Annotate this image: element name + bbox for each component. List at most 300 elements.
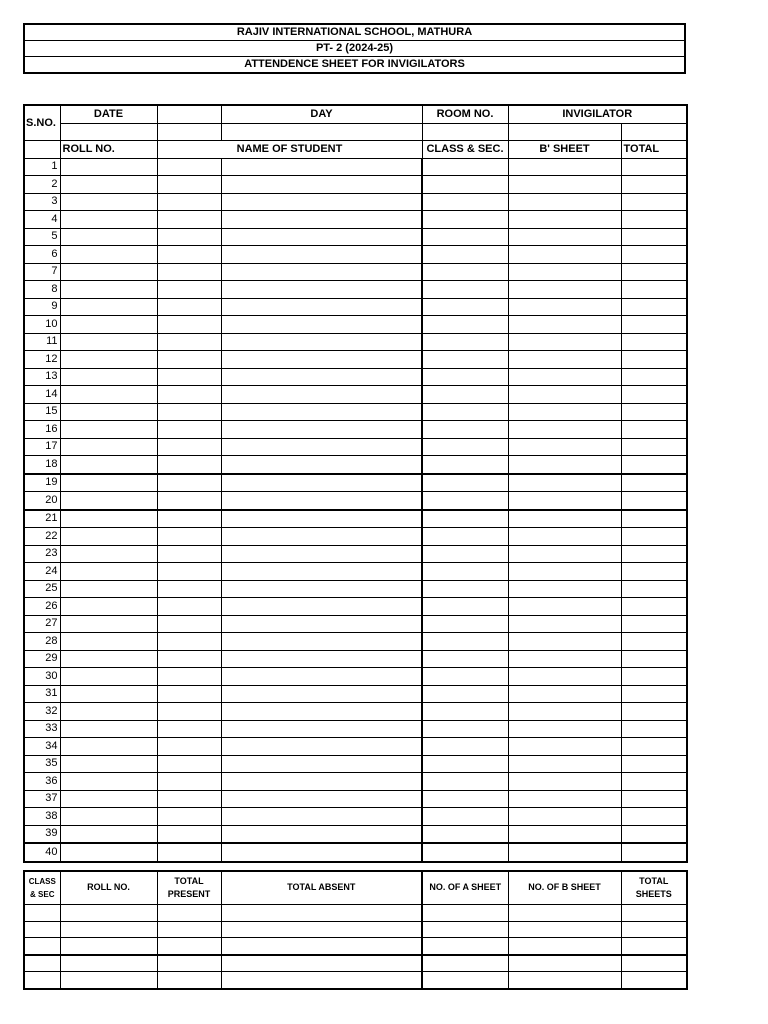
total-cell[interactable] bbox=[621, 650, 687, 668]
table-row bbox=[24, 492, 687, 510]
summary-cell[interactable] bbox=[24, 921, 60, 938]
name-cell-a[interactable] bbox=[157, 773, 221, 791]
name-cell-a[interactable] bbox=[157, 438, 221, 456]
roll-no-cell[interactable] bbox=[60, 773, 157, 791]
total-cell[interactable] bbox=[621, 738, 687, 756]
total-cell[interactable] bbox=[621, 176, 687, 194]
name-cell-b[interactable] bbox=[221, 246, 422, 264]
roll-no-cell[interactable] bbox=[60, 368, 157, 386]
name-cell-b[interactable] bbox=[221, 351, 422, 369]
summary-total-sheets-header: TOTAL SHEETS bbox=[621, 871, 687, 905]
name-cell-b[interactable] bbox=[221, 650, 422, 668]
name-cell-a[interactable] bbox=[157, 738, 221, 756]
roll-no-cell[interactable] bbox=[60, 598, 157, 616]
name-cell-b[interactable] bbox=[221, 685, 422, 703]
b-sheet-cell[interactable] bbox=[508, 492, 621, 510]
name-cell-a[interactable] bbox=[157, 615, 221, 633]
total-cell[interactable] bbox=[621, 333, 687, 351]
summary-cell[interactable] bbox=[422, 921, 508, 938]
summary-cell[interactable] bbox=[508, 938, 621, 955]
class-sec-cell[interactable] bbox=[422, 773, 508, 791]
total-cell[interactable] bbox=[621, 351, 687, 369]
summary-cell[interactable] bbox=[508, 955, 621, 972]
b-sheet-cell[interactable] bbox=[508, 685, 621, 703]
class-sec-cell[interactable] bbox=[422, 211, 508, 229]
total-cell[interactable] bbox=[621, 703, 687, 721]
name-cell-b[interactable] bbox=[221, 633, 422, 651]
name-cell-a[interactable] bbox=[157, 510, 221, 528]
b-sheet-cell[interactable] bbox=[508, 528, 621, 546]
name-cell-a[interactable] bbox=[157, 755, 221, 773]
total-cell[interactable] bbox=[621, 316, 687, 334]
total-cell[interactable] bbox=[621, 246, 687, 264]
class-sec-cell[interactable] bbox=[422, 703, 508, 721]
roll-no-cell[interactable] bbox=[60, 528, 157, 546]
roll-no-cell[interactable] bbox=[60, 668, 157, 686]
b-sheet-cell[interactable] bbox=[508, 703, 621, 721]
class-sec-cell[interactable] bbox=[422, 685, 508, 703]
name-cell-b[interactable] bbox=[221, 755, 422, 773]
b-sheet-cell[interactable] bbox=[508, 545, 621, 563]
summary-cell[interactable] bbox=[422, 972, 508, 989]
summary-cell[interactable] bbox=[422, 938, 508, 955]
name-cell-a[interactable] bbox=[157, 211, 221, 229]
class-sec-cell[interactable] bbox=[422, 545, 508, 563]
class-sec-cell[interactable] bbox=[422, 438, 508, 456]
table-row bbox=[24, 755, 687, 773]
name-cell-a[interactable] bbox=[157, 228, 221, 246]
total-cell[interactable] bbox=[621, 281, 687, 299]
summary-cell[interactable] bbox=[221, 972, 422, 989]
class-sec-cell[interactable] bbox=[422, 333, 508, 351]
roll-no-cell[interactable] bbox=[60, 333, 157, 351]
name-cell-a[interactable] bbox=[157, 246, 221, 264]
b-sheet-cell[interactable] bbox=[508, 580, 621, 598]
class-sec-cell[interactable] bbox=[422, 738, 508, 756]
b-sheet-cell[interactable] bbox=[508, 298, 621, 316]
class-sec-cell[interactable] bbox=[422, 298, 508, 316]
name-cell-a[interactable] bbox=[157, 316, 221, 334]
invigilator-sign-cell[interactable] bbox=[621, 123, 687, 141]
roll-no-cell[interactable] bbox=[60, 298, 157, 316]
name-cell-a[interactable] bbox=[157, 580, 221, 598]
table-row bbox=[24, 790, 687, 808]
b-sheet-cell[interactable] bbox=[508, 438, 621, 456]
name-cell-b[interactable] bbox=[221, 176, 422, 194]
class-sec-cell[interactable] bbox=[422, 668, 508, 686]
name-cell-a[interactable] bbox=[157, 650, 221, 668]
name-cell-a[interactable] bbox=[157, 528, 221, 546]
name-cell-a[interactable] bbox=[157, 685, 221, 703]
name-cell-a[interactable] bbox=[157, 403, 221, 421]
class-sec-cell[interactable] bbox=[422, 263, 508, 281]
roll-no-cell[interactable] bbox=[60, 351, 157, 369]
b-sheet-cell[interactable] bbox=[508, 158, 621, 176]
class-sec-cell[interactable] bbox=[422, 228, 508, 246]
summary-cell[interactable] bbox=[621, 921, 687, 938]
summary-cell[interactable] bbox=[24, 955, 60, 972]
class-sec-cell[interactable] bbox=[422, 351, 508, 369]
name-cell-b[interactable] bbox=[221, 843, 422, 862]
roll-no-cell[interactable] bbox=[60, 421, 157, 439]
summary-cell[interactable] bbox=[621, 972, 687, 989]
summary-cell[interactable] bbox=[621, 905, 687, 922]
roll-no-cell[interactable] bbox=[60, 386, 157, 404]
roll-no-cell[interactable] bbox=[60, 703, 157, 721]
total-cell[interactable] bbox=[621, 615, 687, 633]
name-cell-b[interactable] bbox=[221, 421, 422, 439]
name-cell-b[interactable] bbox=[221, 545, 422, 563]
b-sheet-cell[interactable] bbox=[508, 633, 621, 651]
name-cell-a[interactable] bbox=[157, 808, 221, 826]
roll-no-cell[interactable] bbox=[60, 263, 157, 281]
b-sheet-cell[interactable] bbox=[508, 316, 621, 334]
row-number: 23 bbox=[24, 545, 60, 563]
class-sec-cell[interactable] bbox=[422, 808, 508, 826]
total-cell[interactable] bbox=[621, 755, 687, 773]
date-extra-cell[interactable] bbox=[157, 123, 221, 141]
total-cell[interactable] bbox=[621, 598, 687, 616]
total-cell[interactable] bbox=[621, 403, 687, 421]
b-sheet-cell[interactable] bbox=[508, 808, 621, 826]
name-cell-b[interactable] bbox=[221, 333, 422, 351]
roll-no-cell[interactable] bbox=[60, 563, 157, 581]
roll-no-cell[interactable] bbox=[60, 246, 157, 264]
class-sec-cell[interactable] bbox=[422, 563, 508, 581]
table-row bbox=[24, 650, 687, 668]
total-cell[interactable] bbox=[621, 263, 687, 281]
name-cell-a[interactable] bbox=[157, 474, 221, 492]
name-cell-a[interactable] bbox=[157, 598, 221, 616]
class-sec-cell[interactable] bbox=[422, 720, 508, 738]
class-sec-cell[interactable] bbox=[422, 492, 508, 510]
roll-no-cell[interactable] bbox=[60, 790, 157, 808]
total-cell[interactable] bbox=[621, 438, 687, 456]
name-cell-b[interactable] bbox=[221, 703, 422, 721]
summary-cell[interactable] bbox=[422, 955, 508, 972]
summary-cell[interactable] bbox=[157, 972, 221, 989]
b-sheet-cell[interactable] bbox=[508, 510, 621, 528]
date-value-cell[interactable] bbox=[157, 105, 221, 123]
summary-a-sheet-header: NO. OF A SHEET bbox=[422, 871, 508, 905]
b-sheet-cell[interactable] bbox=[508, 211, 621, 229]
name-cell-a[interactable] bbox=[157, 668, 221, 686]
summary-cell[interactable] bbox=[508, 921, 621, 938]
name-cell-a[interactable] bbox=[157, 720, 221, 738]
name-cell-a[interactable] bbox=[157, 492, 221, 510]
name-cell-a[interactable] bbox=[157, 158, 221, 176]
total-cell[interactable] bbox=[621, 193, 687, 211]
b-sheet-cell[interactable] bbox=[508, 403, 621, 421]
roll-no-cell[interactable] bbox=[60, 685, 157, 703]
class-sec-cell[interactable] bbox=[422, 825, 508, 843]
b-sheet-cell[interactable] bbox=[508, 421, 621, 439]
total-cell[interactable] bbox=[621, 685, 687, 703]
name-cell-b[interactable] bbox=[221, 563, 422, 581]
name-cell-b[interactable] bbox=[221, 281, 422, 299]
roll-no-cell[interactable] bbox=[60, 650, 157, 668]
b-sheet-cell[interactable] bbox=[508, 755, 621, 773]
date-input-cell[interactable] bbox=[60, 123, 157, 141]
row-number: 20 bbox=[24, 492, 60, 510]
name-cell-a[interactable] bbox=[157, 421, 221, 439]
name-cell-b[interactable] bbox=[221, 263, 422, 281]
roll-no-cell[interactable] bbox=[60, 843, 157, 862]
total-cell[interactable] bbox=[621, 843, 687, 862]
roll-no-cell[interactable] bbox=[60, 316, 157, 334]
name-cell-b[interactable] bbox=[221, 668, 422, 686]
class-sec-cell[interactable] bbox=[422, 456, 508, 474]
name-cell-a[interactable] bbox=[157, 368, 221, 386]
summary-body bbox=[24, 905, 687, 989]
b-sheet-cell[interactable] bbox=[508, 668, 621, 686]
roll-no-cell[interactable] bbox=[60, 158, 157, 176]
total-cell[interactable] bbox=[621, 510, 687, 528]
summary-cell[interactable] bbox=[60, 972, 157, 989]
roll-no-cell[interactable] bbox=[60, 755, 157, 773]
name-cell-b[interactable] bbox=[221, 158, 422, 176]
total-cell[interactable] bbox=[621, 825, 687, 843]
table-row bbox=[24, 281, 687, 299]
name-cell-b[interactable] bbox=[221, 403, 422, 421]
day-input-cell[interactable] bbox=[221, 123, 422, 141]
roll-no-cell[interactable] bbox=[60, 403, 157, 421]
roll-no-cell[interactable] bbox=[60, 825, 157, 843]
class-sec-cell[interactable] bbox=[422, 633, 508, 651]
invigilator-input-cell[interactable] bbox=[508, 123, 621, 141]
name-cell-b[interactable] bbox=[221, 738, 422, 756]
summary-cell[interactable] bbox=[60, 905, 157, 922]
summary-cell[interactable] bbox=[422, 905, 508, 922]
b-sheet-cell[interactable] bbox=[508, 720, 621, 738]
name-cell-a[interactable] bbox=[157, 298, 221, 316]
summary-cell[interactable] bbox=[60, 955, 157, 972]
roll-no-cell[interactable] bbox=[60, 808, 157, 826]
roll-no-cell[interactable] bbox=[60, 228, 157, 246]
total-cell[interactable] bbox=[621, 158, 687, 176]
summary-cell[interactable] bbox=[221, 921, 422, 938]
summary-row bbox=[24, 905, 687, 922]
name-cell-a[interactable] bbox=[157, 703, 221, 721]
name-cell-b[interactable] bbox=[221, 615, 422, 633]
total-cell[interactable] bbox=[621, 211, 687, 229]
total-cell[interactable] bbox=[621, 368, 687, 386]
roll-no-cell[interactable] bbox=[60, 545, 157, 563]
roll-no-cell[interactable] bbox=[60, 492, 157, 510]
name-cell-b[interactable] bbox=[221, 386, 422, 404]
roll-no-cell[interactable] bbox=[60, 438, 157, 456]
roll-no-cell[interactable] bbox=[60, 510, 157, 528]
total-cell[interactable] bbox=[621, 773, 687, 791]
class-sec-cell[interactable] bbox=[422, 403, 508, 421]
name-cell-b[interactable] bbox=[221, 510, 422, 528]
total-cell[interactable] bbox=[621, 386, 687, 404]
summary-cell[interactable] bbox=[24, 938, 60, 955]
summary-row bbox=[24, 972, 687, 989]
name-cell-b[interactable] bbox=[221, 720, 422, 738]
class-sec-cell[interactable] bbox=[422, 246, 508, 264]
class-sec-cell[interactable] bbox=[422, 176, 508, 194]
b-sheet-cell[interactable] bbox=[508, 738, 621, 756]
name-cell-b[interactable] bbox=[221, 298, 422, 316]
class-sec-cell[interactable] bbox=[422, 615, 508, 633]
name-cell-a[interactable] bbox=[157, 825, 221, 843]
row-number: 8 bbox=[24, 281, 60, 299]
class-sec-cell[interactable] bbox=[422, 474, 508, 492]
room-input-cell[interactable] bbox=[422, 123, 508, 141]
roll-no-cell[interactable] bbox=[60, 211, 157, 229]
b-sheet-cell[interactable] bbox=[508, 825, 621, 843]
name-cell-b[interactable] bbox=[221, 580, 422, 598]
total-cell[interactable] bbox=[621, 563, 687, 581]
b-sheet-cell[interactable] bbox=[508, 386, 621, 404]
b-sheet-cell[interactable] bbox=[508, 351, 621, 369]
name-cell-b[interactable] bbox=[221, 316, 422, 334]
roll-no-cell[interactable] bbox=[60, 176, 157, 194]
name-cell-b[interactable] bbox=[221, 528, 422, 546]
summary-cell[interactable] bbox=[157, 921, 221, 938]
name-cell-b[interactable] bbox=[221, 790, 422, 808]
summary-cell[interactable] bbox=[60, 921, 157, 938]
name-cell-a[interactable] bbox=[157, 386, 221, 404]
summary-cell[interactable] bbox=[508, 972, 621, 989]
summary-cell[interactable] bbox=[621, 938, 687, 955]
class-sec-cell[interactable] bbox=[422, 790, 508, 808]
total-cell[interactable] bbox=[621, 720, 687, 738]
b-sheet-cell[interactable] bbox=[508, 615, 621, 633]
class-sec-cell[interactable] bbox=[422, 316, 508, 334]
total-cell[interactable] bbox=[621, 456, 687, 474]
b-sheet-cell[interactable] bbox=[508, 368, 621, 386]
class-sec-cell[interactable] bbox=[422, 580, 508, 598]
class-sec-cell[interactable] bbox=[422, 281, 508, 299]
name-cell-a[interactable] bbox=[157, 333, 221, 351]
row-number: 31 bbox=[24, 685, 60, 703]
name-cell-a[interactable] bbox=[157, 193, 221, 211]
summary-cell[interactable] bbox=[157, 955, 221, 972]
class-sec-cell[interactable] bbox=[422, 650, 508, 668]
summary-cell[interactable] bbox=[621, 955, 687, 972]
name-cell-a[interactable] bbox=[157, 351, 221, 369]
roll-no-cell[interactable] bbox=[60, 615, 157, 633]
name-cell-b[interactable] bbox=[221, 808, 422, 826]
name-cell-a[interactable] bbox=[157, 843, 221, 862]
name-cell-a[interactable] bbox=[157, 263, 221, 281]
roll-no-cell[interactable] bbox=[60, 193, 157, 211]
summary-cell[interactable] bbox=[221, 905, 422, 922]
roll-no-cell[interactable] bbox=[60, 720, 157, 738]
b-sheet-cell[interactable] bbox=[508, 333, 621, 351]
class-sec-cell[interactable] bbox=[422, 193, 508, 211]
roll-no-cell[interactable] bbox=[60, 474, 157, 492]
b-sheet-cell[interactable] bbox=[508, 790, 621, 808]
class-sec-cell[interactable] bbox=[422, 158, 508, 176]
b-sheet-cell[interactable] bbox=[508, 650, 621, 668]
table-row bbox=[24, 773, 687, 791]
roll-no-cell[interactable] bbox=[60, 633, 157, 651]
name-cell-a[interactable] bbox=[157, 176, 221, 194]
name-cell-b[interactable] bbox=[221, 211, 422, 229]
class-sec-cell[interactable] bbox=[422, 598, 508, 616]
b-sheet-cell[interactable] bbox=[508, 193, 621, 211]
b-sheet-cell[interactable] bbox=[508, 843, 621, 862]
row-number: 32 bbox=[24, 703, 60, 721]
name-cell-b[interactable] bbox=[221, 474, 422, 492]
name-cell-a[interactable] bbox=[157, 456, 221, 474]
class-sec-cell[interactable] bbox=[422, 386, 508, 404]
name-cell-b[interactable] bbox=[221, 492, 422, 510]
total-cell[interactable] bbox=[621, 668, 687, 686]
name-cell-b[interactable] bbox=[221, 193, 422, 211]
table-row bbox=[24, 438, 687, 456]
name-cell-a[interactable] bbox=[157, 790, 221, 808]
b-sheet-cell[interactable] bbox=[508, 176, 621, 194]
b-sheet-cell[interactable] bbox=[508, 474, 621, 492]
summary-cell[interactable] bbox=[221, 938, 422, 955]
class-sec-cell[interactable] bbox=[422, 368, 508, 386]
class-sec-cell[interactable] bbox=[422, 510, 508, 528]
name-cell-a[interactable] bbox=[157, 563, 221, 581]
summary-cell[interactable] bbox=[24, 905, 60, 922]
total-cell[interactable] bbox=[621, 790, 687, 808]
summary-cell[interactable] bbox=[24, 972, 60, 989]
b-sheet-cell[interactable] bbox=[508, 563, 621, 581]
b-sheet-cell[interactable] bbox=[508, 773, 621, 791]
roll-no-cell[interactable] bbox=[60, 738, 157, 756]
summary-cell[interactable] bbox=[221, 955, 422, 972]
b-sheet-cell[interactable] bbox=[508, 263, 621, 281]
total-cell[interactable] bbox=[621, 492, 687, 510]
roll-no-cell[interactable] bbox=[60, 580, 157, 598]
row-number: 30 bbox=[24, 668, 60, 686]
b-sheet-cell[interactable] bbox=[508, 456, 621, 474]
name-cell-a[interactable] bbox=[157, 545, 221, 563]
name-cell-b[interactable] bbox=[221, 598, 422, 616]
total-cell[interactable] bbox=[621, 228, 687, 246]
total-cell[interactable] bbox=[621, 580, 687, 598]
total-cell[interactable] bbox=[621, 528, 687, 546]
class-sec-cell[interactable] bbox=[422, 421, 508, 439]
class-sec-cell[interactable] bbox=[422, 843, 508, 862]
summary-cell[interactable] bbox=[157, 938, 221, 955]
name-cell-b[interactable] bbox=[221, 773, 422, 791]
b-sheet-cell[interactable] bbox=[508, 228, 621, 246]
name-cell-b[interactable] bbox=[221, 438, 422, 456]
total-cell[interactable] bbox=[621, 808, 687, 826]
total-cell[interactable] bbox=[621, 633, 687, 651]
class-sec-cell[interactable] bbox=[422, 528, 508, 546]
total-cell[interactable] bbox=[621, 421, 687, 439]
total-cell[interactable] bbox=[621, 298, 687, 316]
summary-cell[interactable] bbox=[60, 938, 157, 955]
summary-cell[interactable] bbox=[508, 905, 621, 922]
name-cell-a[interactable] bbox=[157, 281, 221, 299]
name-cell-b[interactable] bbox=[221, 825, 422, 843]
name-cell-b[interactable] bbox=[221, 228, 422, 246]
roll-no-cell[interactable] bbox=[60, 281, 157, 299]
name-cell-b[interactable] bbox=[221, 456, 422, 474]
roll-no-cell[interactable] bbox=[60, 456, 157, 474]
b-sheet-cell[interactable] bbox=[508, 246, 621, 264]
total-cell[interactable] bbox=[621, 474, 687, 492]
name-cell-b[interactable] bbox=[221, 368, 422, 386]
b-sheet-cell[interactable] bbox=[508, 281, 621, 299]
total-cell[interactable] bbox=[621, 545, 687, 563]
name-cell-a[interactable] bbox=[157, 633, 221, 651]
b-sheet-cell[interactable] bbox=[508, 598, 621, 616]
class-sec-cell[interactable] bbox=[422, 755, 508, 773]
summary-cell[interactable] bbox=[157, 905, 221, 922]
